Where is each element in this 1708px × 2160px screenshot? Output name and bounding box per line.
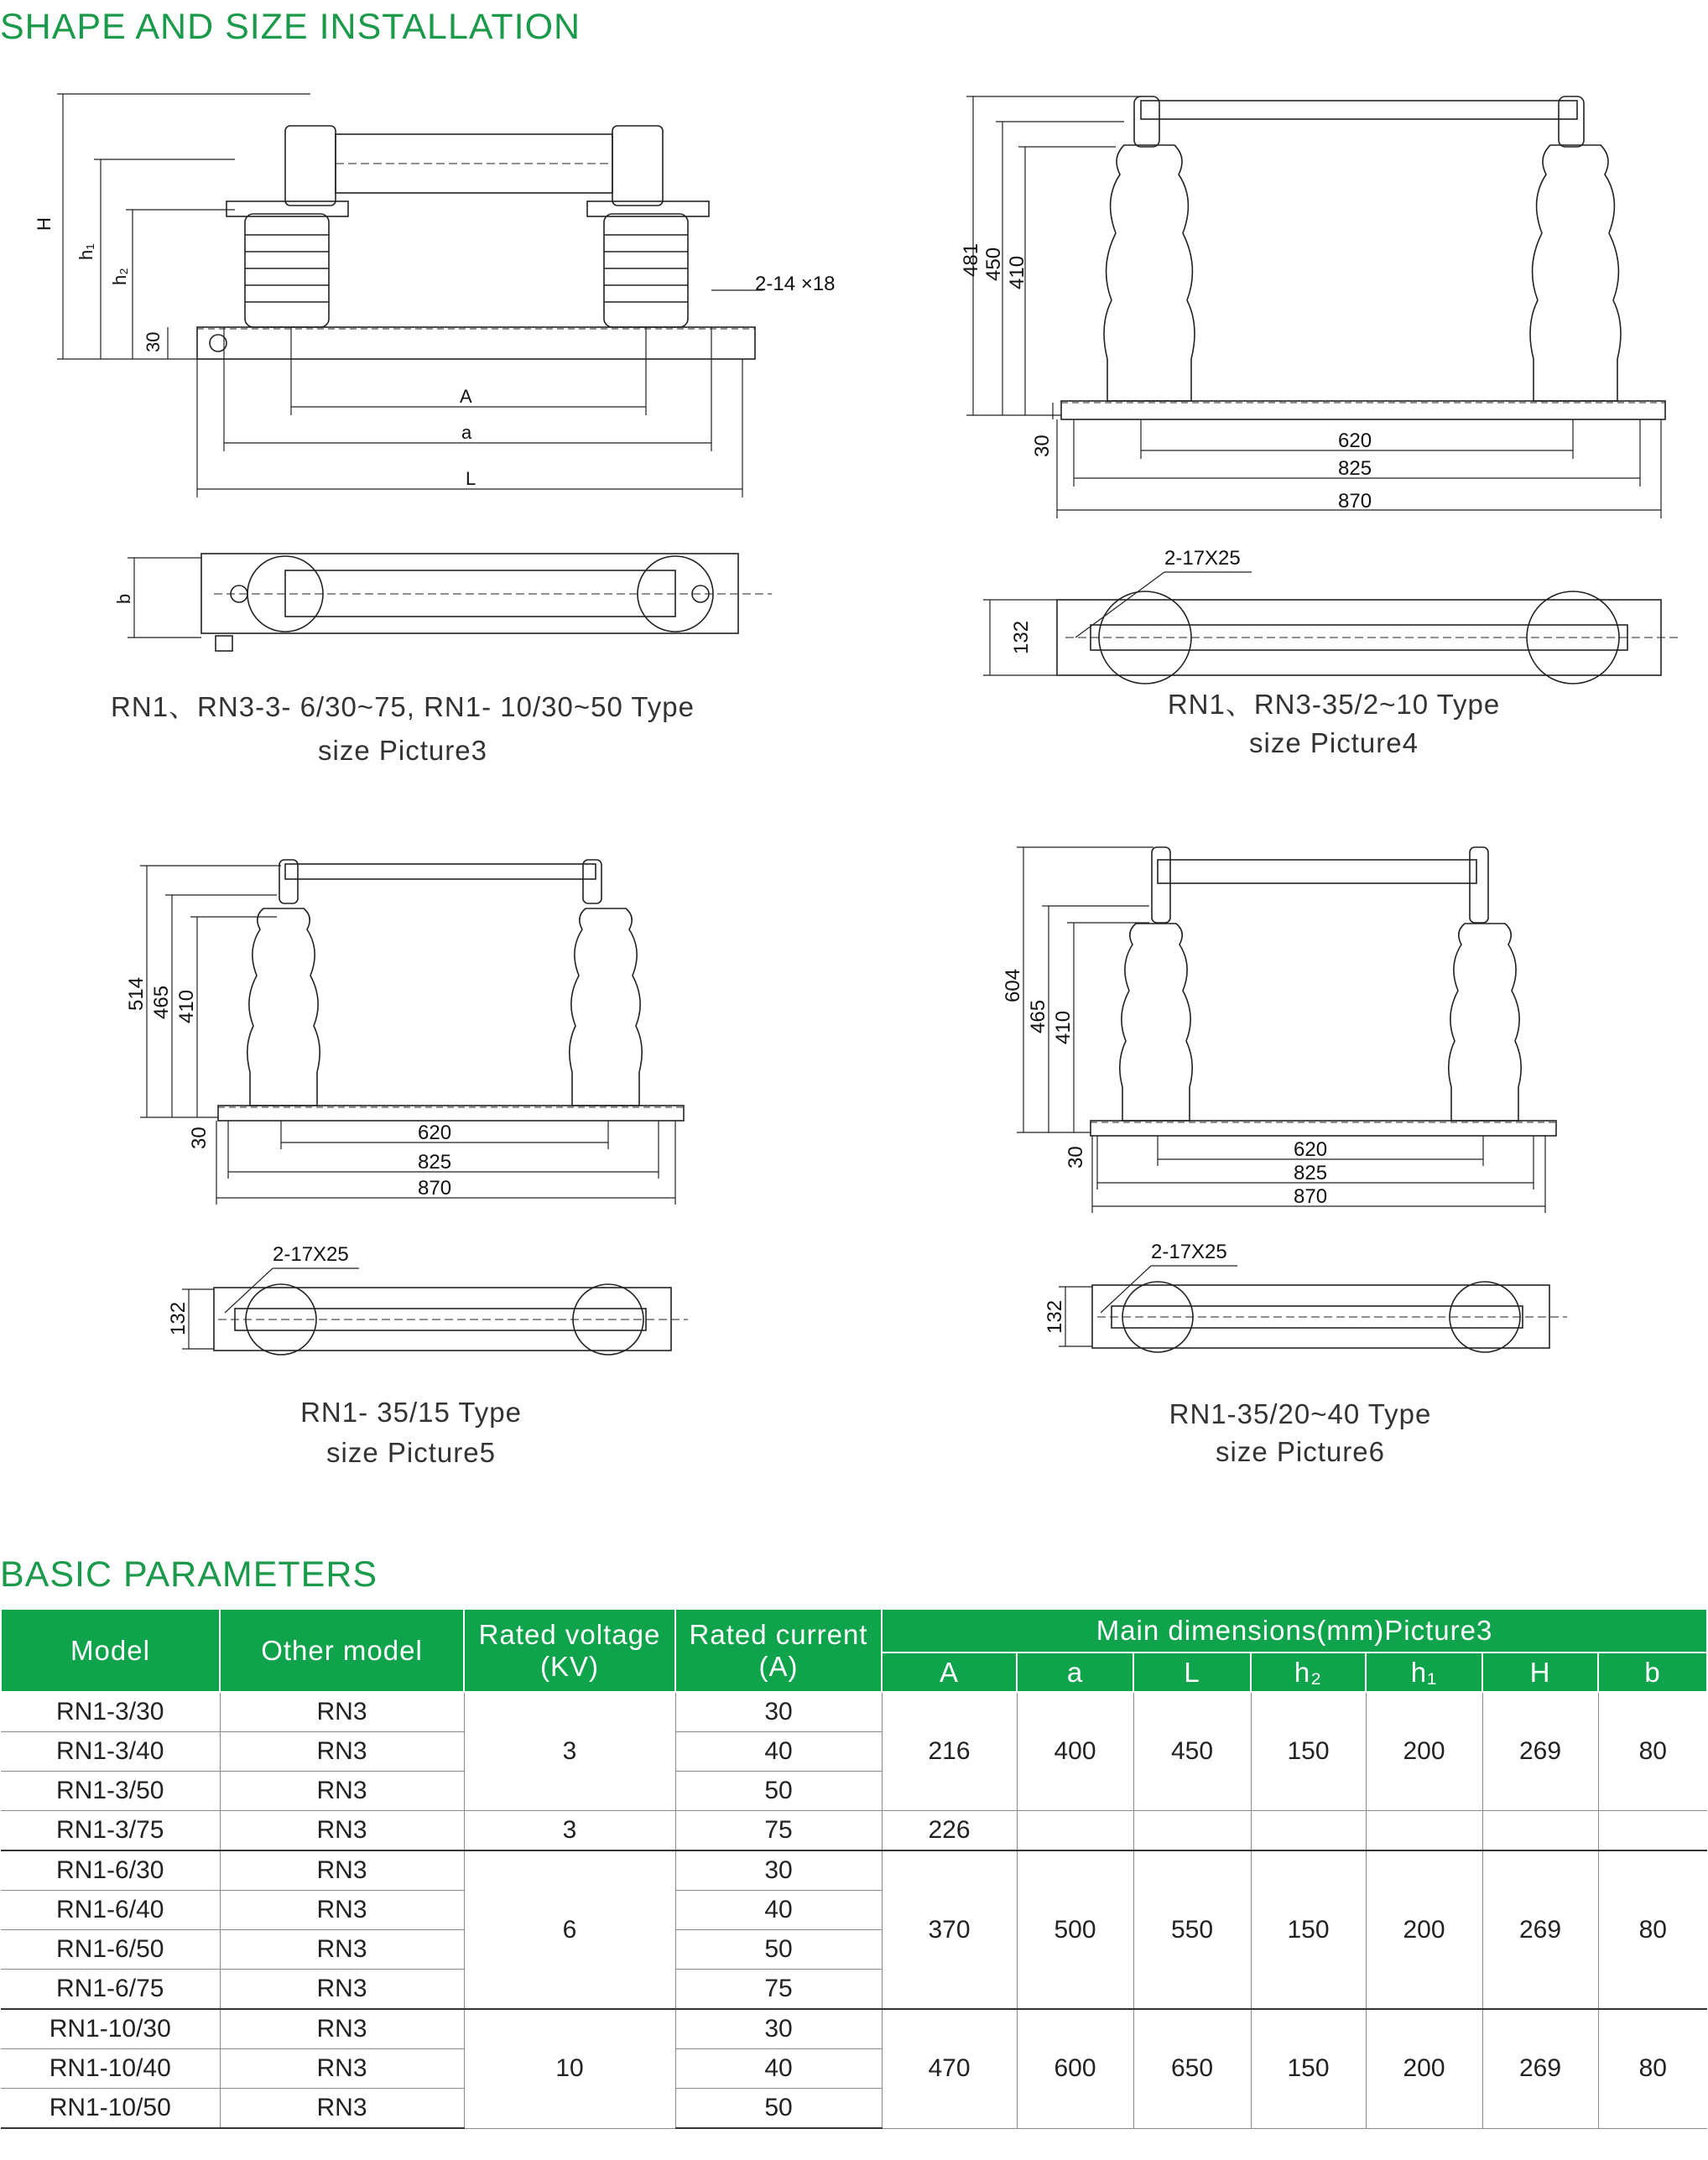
cell-dim-h2: 150 bbox=[1251, 1692, 1366, 1811]
header-dim-h1: h₁ bbox=[1366, 1653, 1482, 1692]
cell-model: RN1-6/75 bbox=[1, 1970, 220, 2010]
cell-dim-H: 269 bbox=[1482, 1850, 1598, 2009]
cell-other-model: RN3 bbox=[220, 2049, 464, 2089]
base-plate bbox=[218, 1106, 684, 1121]
cell-dim-L: 650 bbox=[1133, 2009, 1251, 2128]
table-row bbox=[1, 1850, 1707, 1891]
dim-height-low: 410 bbox=[175, 989, 198, 1023]
dim-holes-label: 2-14 ×18 bbox=[755, 273, 836, 295]
cell-voltage: 3 bbox=[464, 1692, 675, 1811]
top-view bbox=[128, 554, 772, 651]
header-rated-current bbox=[675, 1609, 882, 1692]
dim-a-label: a bbox=[461, 422, 472, 443]
table-row bbox=[1, 2009, 1707, 2049]
cell-dim-b: 80 bbox=[1598, 1692, 1707, 1811]
dim-height-mid: 450 bbox=[982, 247, 1005, 281]
cell-dim-L: 450 bbox=[1133, 1692, 1251, 1811]
dim-825: 825 bbox=[1338, 457, 1372, 480]
dim-base: 30 bbox=[188, 1127, 211, 1149]
cell-dim-h2: 150 bbox=[1251, 2009, 1366, 2128]
cell-current: 40 bbox=[675, 1891, 882, 1930]
caption-picture4-line2: size Picture4 bbox=[1249, 727, 1419, 758]
header-dim-b: b bbox=[1598, 1653, 1707, 1692]
cell-dim-a: 500 bbox=[1017, 1850, 1133, 2009]
cell-other-model: RN3 bbox=[220, 2089, 464, 2129]
dim-width: 132 bbox=[167, 1301, 190, 1335]
figure-picture4-drawing bbox=[940, 84, 1695, 688]
dim-height-mid: 465 bbox=[1027, 999, 1049, 1033]
base-plate bbox=[197, 327, 755, 359]
cell-other-model: RN3 bbox=[220, 1732, 464, 1772]
cell-model: RN1-3/30 bbox=[1, 1692, 220, 1732]
dim-870: 870 bbox=[1338, 490, 1372, 513]
cell-voltage: 6 bbox=[464, 1850, 675, 2009]
cell-current: 40 bbox=[675, 2049, 882, 2089]
dim-620: 620 bbox=[418, 1122, 452, 1144]
cell-dim-h1: 200 bbox=[1366, 1692, 1482, 1811]
section-title-parameters: BASIC PARAMETERS bbox=[0, 1554, 378, 1595]
top-view bbox=[182, 1284, 688, 1355]
cell-model: RN1-10/30 bbox=[1, 2009, 220, 2049]
dim-620: 620 bbox=[1338, 429, 1372, 452]
cell-current: 75 bbox=[675, 1970, 882, 2010]
cell-other-model: RN3 bbox=[220, 1970, 464, 2010]
dim-base: 30 bbox=[1065, 1146, 1087, 1168]
cell-voltage: 10 bbox=[464, 2009, 675, 2128]
header-rated-voltage-line1: Rated voltage bbox=[478, 1618, 661, 1650]
cell-other-model: RN3 bbox=[220, 1772, 464, 1811]
caption-picture5-line2: size Picture5 bbox=[326, 1437, 496, 1468]
insulator-right bbox=[1530, 145, 1621, 401]
header-dim-h2: h₂ bbox=[1251, 1653, 1366, 1692]
cell-dim-b: 80 bbox=[1598, 2009, 1707, 2128]
caption-picture5-line1: RN1- 35/15 Type bbox=[300, 1397, 522, 1428]
dim-h1-label: h₁ bbox=[76, 243, 96, 260]
caption-picture6-line2: size Picture6 bbox=[1216, 1436, 1385, 1467]
dim-870: 870 bbox=[418, 1177, 452, 1200]
header-dim-H: H bbox=[1482, 1653, 1598, 1692]
cell-current: 30 bbox=[675, 1850, 882, 1891]
cell-dim-L: 550 bbox=[1133, 1850, 1251, 2009]
base-plate bbox=[1061, 401, 1665, 419]
cell-current: 40 bbox=[675, 1732, 882, 1772]
caption-picture3-line2: size Picture3 bbox=[318, 735, 487, 766]
cell-model: RN1-3/40 bbox=[1, 1732, 220, 1772]
dim-holes: 2-17X25 bbox=[1164, 547, 1241, 570]
dim-L-label: L bbox=[466, 468, 476, 489]
dim-holes: 2-17X25 bbox=[1151, 1241, 1227, 1263]
cell-current: 30 bbox=[675, 1692, 882, 1732]
cell-other-model: RN3 bbox=[220, 1891, 464, 1930]
cell-dim-H: 269 bbox=[1482, 2009, 1598, 2128]
cell-model: RN1-10/40 bbox=[1, 2049, 220, 2089]
section-title-shape: SHAPE AND SIZE INSTALLATION bbox=[0, 7, 581, 47]
header-dim-A: A bbox=[882, 1653, 1017, 1692]
cell-current: 30 bbox=[675, 2009, 882, 2049]
figure-picture5-drawing bbox=[126, 847, 713, 1359]
dim-base-label: 30 bbox=[143, 331, 164, 352]
caption-picture4 bbox=[1040, 685, 1627, 763]
header-dim-L: L bbox=[1133, 1653, 1251, 1692]
cell-other-model: RN3 bbox=[220, 1930, 464, 1970]
dim-825: 825 bbox=[418, 1151, 452, 1174]
insulator-left bbox=[1120, 924, 1192, 1121]
dim-height-total: 481 bbox=[960, 242, 982, 277]
cell-other-model: RN3 bbox=[220, 1811, 464, 1851]
insulator-right bbox=[570, 908, 642, 1106]
dim-height-mid: 465 bbox=[150, 985, 173, 1019]
caption-picture6-line1: RN1-35/20~40 Type bbox=[1169, 1398, 1432, 1429]
header-rated-current-line2: (A) bbox=[758, 1650, 799, 1682]
dim-width: 132 bbox=[1044, 1299, 1066, 1334]
caption-picture3-line1: RN1、RN3-3- 6/30~75, RN1- 10/30~50 Type bbox=[111, 691, 695, 722]
dim-width: 132 bbox=[1010, 620, 1033, 654]
cell-other-model: RN3 bbox=[220, 1692, 464, 1732]
cell-model: RN1-3/75 bbox=[1, 1811, 220, 1851]
cell-other-model: RN3 bbox=[220, 2009, 464, 2049]
header-main-dimensions: Main dimensions(mm)Picture3 bbox=[882, 1609, 1707, 1653]
base-plate bbox=[1091, 1121, 1556, 1136]
header-dim-a: a bbox=[1017, 1653, 1133, 1692]
cell-dim-a: 600 bbox=[1017, 2009, 1133, 2128]
cell-dim-b: 80 bbox=[1598, 1850, 1707, 2009]
header-other-model: Other model bbox=[220, 1609, 464, 1692]
fuse-tube bbox=[285, 864, 596, 879]
cell-current: 75 bbox=[675, 1811, 882, 1851]
table-row bbox=[1, 1811, 1707, 1851]
fuse-tube bbox=[1141, 101, 1577, 119]
insulator-left bbox=[247, 908, 320, 1106]
cell-model: RN1-6/50 bbox=[1, 1930, 220, 1970]
cell-current: 50 bbox=[675, 2089, 882, 2129]
cell-dim-A: 226 bbox=[882, 1811, 1017, 1851]
cell-dim-h1: 200 bbox=[1366, 2009, 1482, 2128]
top-view bbox=[1059, 1282, 1567, 1352]
dim-H-label: H bbox=[34, 217, 55, 231]
caption-picture5 bbox=[126, 1392, 696, 1473]
cell-current: 50 bbox=[675, 1772, 882, 1811]
insulator-left bbox=[245, 214, 329, 327]
dim-A-label: A bbox=[460, 386, 472, 407]
cell-dim-A: 470 bbox=[882, 2009, 1017, 2128]
cell-dim-a: 400 bbox=[1017, 1692, 1133, 1811]
cell-model: RN1-3/50 bbox=[1, 1772, 220, 1811]
fuse-tube bbox=[1158, 860, 1476, 883]
figure-picture6-drawing bbox=[998, 839, 1586, 1359]
cell-other-model: RN3 bbox=[220, 1850, 464, 1891]
dim-620: 620 bbox=[1294, 1138, 1328, 1161]
caption-picture3 bbox=[67, 685, 738, 773]
header-rated-voltage bbox=[464, 1609, 675, 1692]
cell-current: 50 bbox=[675, 1930, 882, 1970]
dim-height-low: 410 bbox=[1052, 1010, 1075, 1044]
caption-picture4-line1: RN1、RN3-35/2~10 Type bbox=[1167, 689, 1501, 720]
cell-dim-H: 269 bbox=[1482, 1692, 1598, 1811]
dim-height-total: 514 bbox=[125, 976, 148, 1011]
cell-dim-h1: 200 bbox=[1366, 1850, 1482, 2009]
cell-model: RN1-10/50 bbox=[1, 2089, 220, 2129]
header-rated-voltage-line2: (KV) bbox=[540, 1650, 599, 1682]
cell-model: RN1-6/40 bbox=[1, 1891, 220, 1930]
cell-dim-h2: 150 bbox=[1251, 1850, 1366, 2009]
dim-height-total: 604 bbox=[1002, 968, 1024, 1002]
cell-voltage: 3 bbox=[464, 1811, 675, 1851]
header-rated-current-line1: Rated current bbox=[689, 1618, 868, 1650]
insulator-right bbox=[604, 214, 688, 327]
top-view bbox=[983, 591, 1678, 684]
dim-h2-label: h₂ bbox=[109, 268, 130, 285]
parameters-table bbox=[0, 1608, 1708, 2129]
header-model: Model bbox=[1, 1609, 220, 1692]
table-row bbox=[1, 1692, 1707, 1732]
insulator-left bbox=[1104, 145, 1195, 401]
cell-model: RN1-6/30 bbox=[1, 1850, 220, 1891]
figure-picture3-drawing bbox=[34, 75, 836, 663]
dim-870: 870 bbox=[1294, 1185, 1328, 1208]
cell-dim-A: 216 bbox=[882, 1692, 1017, 1811]
cell-dim-A: 370 bbox=[882, 1850, 1017, 2009]
dim-825: 825 bbox=[1294, 1162, 1328, 1184]
dim-height-low: 410 bbox=[1006, 255, 1028, 289]
dim-holes: 2-17X25 bbox=[273, 1243, 349, 1266]
dim-b-label: b bbox=[113, 593, 134, 604]
caption-picture6 bbox=[1015, 1395, 1586, 1470]
insulator-right bbox=[1449, 924, 1521, 1121]
dim-base: 30 bbox=[1031, 435, 1054, 457]
